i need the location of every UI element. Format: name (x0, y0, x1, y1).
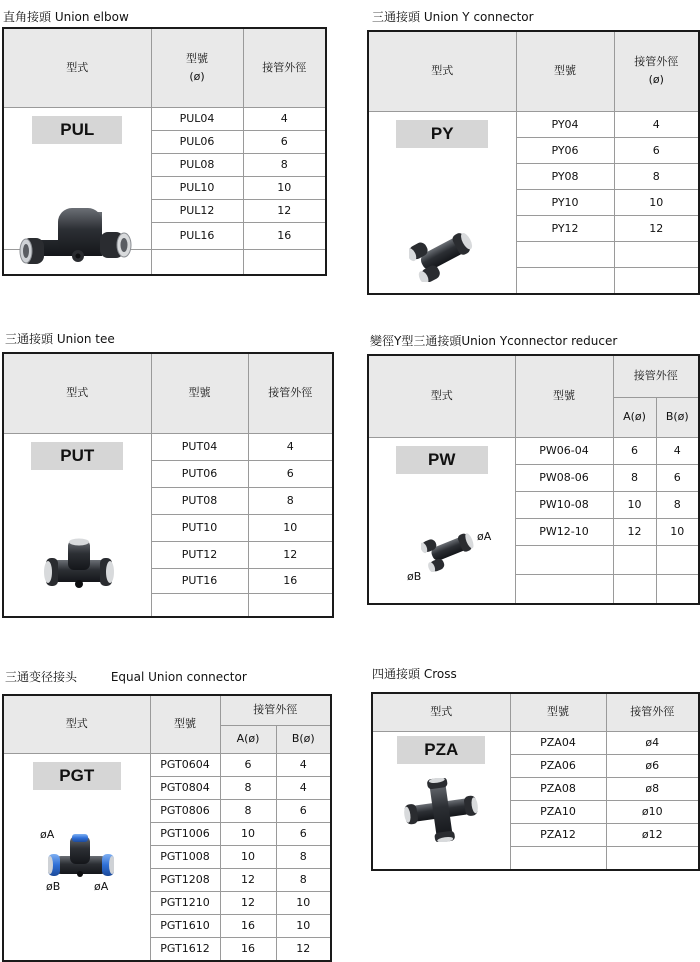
header-type: 型式 (3, 353, 151, 433)
label-diameter-a-2: øA (94, 879, 109, 893)
header-b: B(ø) (276, 725, 331, 753)
table-cell: 6 (613, 437, 656, 464)
table-cell: 12 (243, 199, 326, 222)
table-cell: 4 (614, 111, 699, 137)
table-cell: 12 (220, 868, 276, 891)
header-a: A(ø) (220, 725, 276, 753)
table-cell: 10 (656, 518, 699, 545)
spec-table-pza (371, 692, 700, 871)
table-cell: 10 (276, 914, 331, 937)
table-cell: PGT1612 (150, 937, 220, 961)
model-badge: PUT (31, 442, 123, 470)
table-cell: 16 (243, 222, 326, 249)
table-cell: 8 (276, 845, 331, 868)
table-cell-empty (614, 267, 699, 294)
table-cell: PUT06 (151, 460, 248, 487)
table-cell: 8 (276, 868, 331, 891)
table-cell: 8 (243, 153, 326, 176)
header-type: 型式 (3, 28, 151, 107)
table-cell: PW08-06 (515, 464, 613, 491)
product-image-cell (3, 107, 151, 249)
label-diameter-b: øB (46, 879, 61, 893)
table-cell: 12 (220, 891, 276, 914)
header-tube-od: 接管外徑 (243, 28, 326, 107)
table-cell: PY06 (516, 137, 614, 163)
table-cell: 8 (656, 491, 699, 518)
table-cell: 6 (248, 460, 333, 487)
label-diameter-b: øB (407, 569, 422, 583)
table-cell: PY08 (516, 163, 614, 189)
table-cell: 10 (220, 822, 276, 845)
table-cell: PUL10 (151, 176, 243, 199)
section-title-pw: 變徑Y型三通接頭Union Yconnector reducer (370, 334, 618, 348)
header-type: 型式 (3, 695, 150, 753)
table-cell: 4 (248, 433, 333, 460)
spec-table-pgt (2, 694, 332, 962)
table-cell-empty (515, 545, 613, 574)
product-image-cell (3, 433, 151, 617)
table-cell: ø12 (606, 823, 699, 846)
table-cell: 10 (243, 176, 326, 199)
table-cell: PUT16 (151, 568, 248, 593)
table-cell: PZA12 (510, 823, 606, 846)
header-tube-od: 接管外徑 (220, 695, 331, 725)
spec-table-py (367, 30, 700, 295)
elbow-fitting-image (18, 204, 136, 272)
table-cell: 6 (614, 137, 699, 163)
section-title-put: 三通接頭 Union tee (5, 332, 115, 346)
product-image-cell (3, 753, 150, 961)
header-tube-od: 接管外徑 (606, 693, 699, 731)
table-cell: ø6 (606, 754, 699, 777)
table-cell-empty (510, 846, 606, 870)
table-cell: 4 (276, 753, 331, 776)
section-title-pgt-en: Equal Union connector (110, 670, 247, 684)
table-cell: PGT1208 (150, 868, 220, 891)
table-cell-empty (151, 249, 243, 275)
table-cell-empty (516, 241, 614, 267)
table-cell: PGT1610 (150, 914, 220, 937)
table-cell: PZA08 (510, 777, 606, 800)
table-cell: PUL06 (151, 130, 243, 153)
table-cell: PGT1210 (150, 891, 220, 914)
header-type: 型式 (368, 355, 515, 437)
table-cell: PGT0806 (150, 799, 220, 822)
table-cell: PZA04 (510, 731, 606, 754)
table-cell: PGT0804 (150, 776, 220, 799)
table-cell: 10 (613, 491, 656, 518)
table-cell: 10 (220, 845, 276, 868)
product-image-cell (368, 437, 515, 604)
model-badge: PW (396, 446, 488, 474)
table-cell-empty (606, 846, 699, 870)
table-cell: ø4 (606, 731, 699, 754)
table-cell: PY12 (516, 215, 614, 241)
header-tube-od: 接管外徑 (613, 355, 699, 397)
model-badge: PGT (33, 762, 121, 790)
table-cell: 8 (220, 776, 276, 799)
tee-fitting-image (44, 538, 114, 606)
section-title-py: 三通接頭 Union Y connector (372, 10, 534, 24)
model-badge: PY (396, 120, 488, 148)
table-cell: PZA10 (510, 800, 606, 823)
table-cell: PUT08 (151, 487, 248, 514)
table-cell: 12 (614, 215, 699, 241)
header-type: 型式 (368, 31, 516, 111)
table-cell-empty (656, 545, 699, 574)
table-cell: ø10 (606, 800, 699, 823)
y-reducer-image (421, 526, 477, 572)
spec-table-put (2, 352, 334, 618)
table-cell: PGT1006 (150, 822, 220, 845)
model-badge: PUL (32, 116, 122, 144)
table-cell: 6 (276, 822, 331, 845)
table-cell: 12 (276, 937, 331, 961)
spec-table-pul (2, 27, 327, 276)
table-cell: 4 (243, 107, 326, 130)
table-cell: 6 (243, 130, 326, 153)
table-cell: PUL08 (151, 153, 243, 176)
table-cell: PY04 (516, 111, 614, 137)
table-cell: PUT10 (151, 514, 248, 541)
section-title-pgt-cn: 三通变径接头 (5, 670, 78, 684)
table-cell: 16 (248, 568, 333, 593)
table-cell: PW12-10 (515, 518, 613, 545)
table-cell-empty (613, 574, 656, 604)
header-model: 型號 (515, 355, 613, 437)
table-cell: 8 (613, 464, 656, 491)
table-cell-empty (614, 241, 699, 267)
header-a: A(ø) (613, 397, 656, 437)
table-cell: 10 (276, 891, 331, 914)
y-connector-image (409, 222, 479, 282)
label-diameter-a: øA (40, 827, 55, 841)
model-badge: PZA (397, 736, 485, 764)
table-cell-empty (515, 574, 613, 604)
header-model: 型號 (516, 31, 614, 111)
table-cell: 12 (248, 541, 333, 568)
table-cell: 16 (220, 914, 276, 937)
table-cell: PGT1008 (150, 845, 220, 868)
table-cell-empty (613, 545, 656, 574)
table-cell: 8 (248, 487, 333, 514)
table-cell: PUL04 (151, 107, 243, 130)
header-model: 型號 (151, 353, 248, 433)
header-model: 型號 (ø) (151, 28, 243, 107)
product-image-cell (368, 111, 516, 294)
section-title-pul: 直角接頭 Union elbow (3, 10, 129, 24)
spec-table-pw (367, 354, 700, 605)
table-cell: 4 (656, 437, 699, 464)
product-image-cell (372, 731, 510, 870)
table-cell-empty (151, 593, 248, 617)
header-model: 型號 (150, 695, 220, 753)
section-title-pgt (5, 670, 247, 684)
table-cell: PW06-04 (515, 437, 613, 464)
header-model: 型號 (510, 693, 606, 731)
table-cell: 4 (276, 776, 331, 799)
table-cell: 8 (614, 163, 699, 189)
table-cell: PUT04 (151, 433, 248, 460)
table-cell: 6 (656, 464, 699, 491)
header-tube-od: 接管外徑 (ø) (614, 31, 699, 111)
header-b: B(ø) (656, 397, 699, 437)
table-cell: PY10 (516, 189, 614, 215)
table-cell: 12 (613, 518, 656, 545)
table-cell: 8 (220, 799, 276, 822)
table-cell: PGT0604 (150, 753, 220, 776)
table-cell: PUL12 (151, 199, 243, 222)
table-cell: ø8 (606, 777, 699, 800)
table-cell: 6 (276, 799, 331, 822)
table-cell: 6 (220, 753, 276, 776)
cross-fitting-image (403, 778, 479, 842)
table-cell: PW10-08 (515, 491, 613, 518)
table-cell-empty (248, 593, 333, 617)
header-type: 型式 (372, 693, 510, 731)
section-title-pza: 四通接頭 Cross (372, 667, 457, 681)
table-cell-empty (656, 574, 699, 604)
table-cell: 16 (220, 937, 276, 961)
table-cell-empty (516, 267, 614, 294)
table-cell: 10 (248, 514, 333, 541)
table-cell: PUL16 (151, 222, 243, 249)
table-cell: PUT12 (151, 541, 248, 568)
label-diameter-a: øA (477, 529, 492, 543)
table-cell: PZA06 (510, 754, 606, 777)
table-cell: 10 (614, 189, 699, 215)
header-tube-od: 接管外徑 (248, 353, 333, 433)
